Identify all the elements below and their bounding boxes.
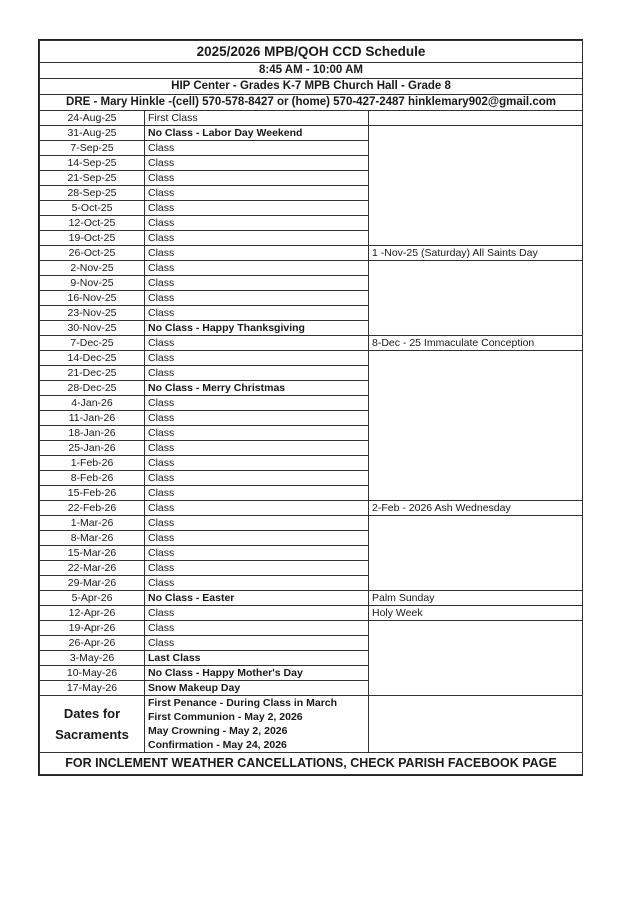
row-date: 22-Feb-26 [40, 501, 145, 516]
row-event: Class [145, 366, 369, 381]
row-event: Class [145, 231, 369, 246]
notes-blank [369, 111, 583, 126]
row-date: 5-Apr-26 [40, 591, 145, 606]
row-event: Class [145, 636, 369, 651]
row-date: 7-Sep-25 [40, 141, 145, 156]
dre-contact: DRE - Mary Hinkle -(cell) 570-578-8427 or (home) 570-427-2487 hinklemary902@gmail.com [40, 95, 583, 111]
row-date: 12-Apr-26 [40, 606, 145, 621]
sacrament-item: First Penance - During Class in March [145, 696, 369, 711]
row-date: 30-Nov-25 [40, 321, 145, 336]
sacraments-notes [369, 696, 583, 753]
row-event: Class [145, 516, 369, 531]
row-date: 7-Dec-25 [40, 336, 145, 351]
row-date: 29-Mar-26 [40, 576, 145, 591]
row-event: Class [145, 306, 369, 321]
row-date: 24-Aug-25 [40, 111, 145, 126]
schedule-row [40, 501, 583, 516]
schedule-row [40, 111, 583, 126]
row-date: 15-Feb-26 [40, 486, 145, 501]
row-event: Class [145, 336, 369, 351]
row-event: Class [145, 486, 369, 501]
row-event: Class [145, 156, 369, 171]
row-date: 10-May-26 [40, 666, 145, 681]
row-date: 8-Feb-26 [40, 471, 145, 486]
row-date: 2-Nov-25 [40, 261, 145, 276]
schedule-row [40, 591, 583, 606]
row-date: 22-Mar-26 [40, 561, 145, 576]
row-date: 16-Nov-25 [40, 291, 145, 306]
row-note: 1 -Nov-25 (Saturday) All Saints Day [369, 246, 583, 261]
row-date: 12-Oct-25 [40, 216, 145, 231]
row-date: 11-Jan-26 [40, 411, 145, 426]
row-date: 25-Jan-26 [40, 441, 145, 456]
row-event: First Class [145, 111, 369, 126]
row-event: No Class - Happy Mother's Day [145, 666, 369, 681]
row-event: Class [145, 471, 369, 486]
row-event: Class [145, 606, 369, 621]
row-event: Class [145, 216, 369, 231]
class-time: 8:45 AM - 10:00 AM [40, 63, 583, 79]
schedule-row [40, 246, 583, 261]
row-event: Class [145, 261, 369, 276]
row-event: Snow Makeup Day [145, 681, 369, 696]
row-note: Palm Sunday [369, 591, 583, 606]
row-date: 28-Dec-25 [40, 381, 145, 396]
notes-blank [369, 351, 583, 501]
row-event: Class [145, 396, 369, 411]
row-date: 3-May-26 [40, 651, 145, 666]
row-event: Class [145, 426, 369, 441]
schedule-title: 2025/2026 MPB/QOH CCD Schedule [40, 41, 583, 63]
schedule-row [40, 336, 583, 351]
row-event: No Class - Merry Christmas [145, 381, 369, 396]
row-date: 1-Feb-26 [40, 456, 145, 471]
row-date: 19-Oct-25 [40, 231, 145, 246]
row-event: Class [145, 276, 369, 291]
row-event: Class [145, 141, 369, 156]
row-date: 9-Nov-25 [40, 276, 145, 291]
row-event: Class [145, 531, 369, 546]
row-date: 18-Jan-26 [40, 426, 145, 441]
schedule-table [39, 40, 583, 775]
class-location: HIP Center - Grades K-7 MPB Church Hall - Grade 8 [40, 79, 583, 95]
notes-blank [369, 126, 583, 246]
row-event: Class [145, 351, 369, 366]
schedule-row [40, 516, 583, 531]
row-event: Class [145, 186, 369, 201]
sacrament-item: May Crowning - May 2, 2026 [145, 724, 369, 738]
row-note: Holy Week [369, 606, 583, 621]
row-date: 17-May-26 [40, 681, 145, 696]
row-event: Class [145, 171, 369, 186]
row-event: Class [145, 621, 369, 636]
row-event: No Class - Happy Thanksgiving [145, 321, 369, 336]
row-date: 19-Apr-26 [40, 621, 145, 636]
row-date: 15-Mar-26 [40, 546, 145, 561]
row-event: No Class - Labor Day Weekend [145, 126, 369, 141]
row-date: 23-Nov-25 [40, 306, 145, 321]
sacraments-label: Dates for Sacraments [40, 696, 145, 753]
row-event: No Class - Easter [145, 591, 369, 606]
row-note: 8-Dec - 25 Immaculate Conception [369, 336, 583, 351]
row-event: Class [145, 201, 369, 216]
row-event: Last Class [145, 651, 369, 666]
row-date: 21-Dec-25 [40, 366, 145, 381]
row-event: Class [145, 501, 369, 516]
row-date: 26-Oct-25 [40, 246, 145, 261]
schedule-row [40, 606, 583, 621]
weather-notice: FOR INCLEMENT WEATHER CANCELLATIONS, CHECK PARISH FACEBOOK PAGE [40, 753, 583, 775]
row-date: 14-Dec-25 [40, 351, 145, 366]
notes-blank [369, 621, 583, 696]
schedule-row [40, 351, 583, 366]
row-date: 28-Sep-25 [40, 186, 145, 201]
schedule-sheet [38, 39, 583, 776]
row-event: Class [145, 441, 369, 456]
row-date: 8-Mar-26 [40, 531, 145, 546]
sacrament-item: First Communion - May 2, 2026 [145, 710, 369, 724]
row-event: Class [145, 246, 369, 261]
row-date: 14-Sep-25 [40, 156, 145, 171]
row-date: 26-Apr-26 [40, 636, 145, 651]
row-date: 4-Jan-26 [40, 396, 145, 411]
notes-blank [369, 516, 583, 591]
row-date: 1-Mar-26 [40, 516, 145, 531]
row-event: Class [145, 411, 369, 426]
notes-blank [369, 261, 583, 336]
row-date: 31-Aug-25 [40, 126, 145, 141]
sacrament-item: Confirmation - May 24, 2026 [145, 738, 369, 753]
row-event: Class [145, 576, 369, 591]
row-date: 21-Sep-25 [40, 171, 145, 186]
schedule-row [40, 261, 583, 276]
row-event: Class [145, 561, 369, 576]
row-event: Class [145, 546, 369, 561]
schedule-row [40, 621, 583, 636]
row-event: Class [145, 456, 369, 471]
row-event: Class [145, 291, 369, 306]
row-note: 2-Feb - 2026 Ash Wednesday [369, 501, 583, 516]
schedule-row [40, 126, 583, 141]
row-date: 5-Oct-25 [40, 201, 145, 216]
